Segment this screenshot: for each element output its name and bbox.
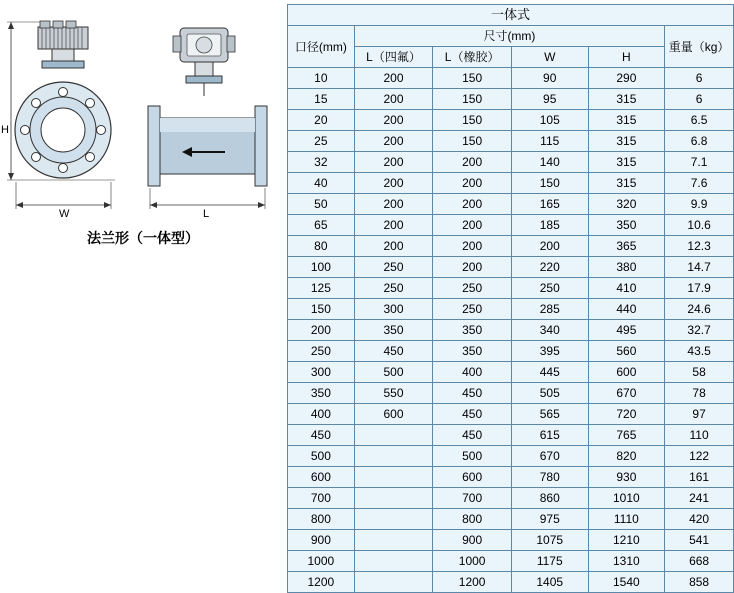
cell-length-rubber: 200: [433, 152, 512, 173]
cell-diameter: 15: [288, 89, 355, 110]
cell-height: 1010: [588, 488, 665, 509]
cell-diameter: 450: [288, 425, 355, 446]
flange-face-view: [15, 82, 111, 178]
cell-weight: 6: [665, 89, 734, 110]
cell-weight: 7.6: [665, 173, 734, 194]
cell-weight: 6.8: [665, 131, 734, 152]
cell-weight: 7.1: [665, 152, 734, 173]
cell-diameter: 10: [288, 68, 355, 89]
cell-height: 410: [588, 278, 665, 299]
cell-diameter: 50: [288, 194, 355, 215]
table-title-row: [288, 5, 734, 26]
cell-length-ptfe: [354, 467, 433, 488]
cell-length-rubber: 1000: [433, 551, 512, 572]
dimension-l: [150, 188, 265, 209]
header-length-ptfe: L（四氟）: [354, 47, 433, 68]
cell-length-rubber: 200: [433, 173, 512, 194]
cell-diameter: 1200: [288, 572, 355, 593]
cell-height: 440: [588, 299, 665, 320]
cell-weight: 78: [665, 383, 734, 404]
cell-height: 1110: [588, 509, 665, 530]
cell-width: 1075: [511, 530, 588, 551]
cell-length-ptfe: 200: [354, 215, 433, 236]
cell-weight: 668: [665, 551, 734, 572]
cell-weight: 541: [665, 530, 734, 551]
cell-height: 1540: [588, 572, 665, 593]
dimension-label-w: W: [59, 208, 70, 220]
table-row: [288, 383, 734, 404]
cell-width: 565: [511, 404, 588, 425]
flowmeter-diagram: [0, 0, 286, 552]
cell-length-rubber: 450: [433, 383, 512, 404]
table-row: [288, 110, 734, 131]
cell-length-ptfe: [354, 572, 433, 593]
diagram-caption: 法兰形（一体型）: [87, 231, 199, 247]
cell-length-ptfe: 200: [354, 194, 433, 215]
table-row: [288, 425, 734, 446]
cell-length-ptfe: [354, 446, 433, 467]
cell-length-rubber: 900: [433, 530, 512, 551]
cell-length-ptfe: 550: [354, 383, 433, 404]
table-row: [288, 215, 734, 236]
cell-height: 560: [588, 341, 665, 362]
cell-height: 315: [588, 152, 665, 173]
table-row: [288, 488, 734, 509]
cell-weight: 122: [665, 446, 734, 467]
cell-width: 150: [511, 173, 588, 194]
cell-length-ptfe: 500: [354, 362, 433, 383]
cell-width: 615: [511, 425, 588, 446]
cell-weight: 24.6: [665, 299, 734, 320]
cell-weight: 43.5: [665, 341, 734, 362]
cell-height: 670: [588, 383, 665, 404]
cell-weight: 9.9: [665, 194, 734, 215]
cell-diameter: 80: [288, 236, 355, 257]
table-title: 一体式: [288, 5, 734, 26]
table-row: [288, 509, 734, 530]
cell-height: 930: [588, 467, 665, 488]
cell-length-rubber: 800: [433, 509, 512, 530]
cell-weight: 6: [665, 68, 734, 89]
header-height: H: [588, 47, 665, 68]
table-row: [288, 278, 734, 299]
cell-diameter: 25: [288, 131, 355, 152]
cell-weight: 420: [665, 509, 734, 530]
cell-width: 860: [511, 488, 588, 509]
cell-length-ptfe: 600: [354, 404, 433, 425]
cell-diameter: 100: [288, 257, 355, 278]
cell-height: 365: [588, 236, 665, 257]
cell-width: 220: [511, 257, 588, 278]
table-row: [288, 173, 734, 194]
cell-length-ptfe: [354, 551, 433, 572]
cell-diameter: 200: [288, 320, 355, 341]
cell-length-rubber: 600: [433, 467, 512, 488]
table-row: [288, 551, 734, 572]
cell-diameter: 65: [288, 215, 355, 236]
cell-weight: 12.3: [665, 236, 734, 257]
cell-height: 315: [588, 173, 665, 194]
cell-width: 200: [511, 236, 588, 257]
cell-diameter: 900: [288, 530, 355, 551]
cell-width: 445: [511, 362, 588, 383]
table-row: [288, 299, 734, 320]
cell-length-rubber: 700: [433, 488, 512, 509]
cell-width: 95: [511, 89, 588, 110]
cell-width: 140: [511, 152, 588, 173]
cell-length-ptfe: [354, 488, 433, 509]
cell-height: 320: [588, 194, 665, 215]
header-width: W: [511, 47, 588, 68]
cell-height: 820: [588, 446, 665, 467]
cell-diameter: 800: [288, 509, 355, 530]
cell-length-rubber: 150: [433, 68, 512, 89]
cell-width: 105: [511, 110, 588, 131]
spec-table: [287, 4, 734, 593]
cell-length-ptfe: 200: [354, 173, 433, 194]
cell-height: 315: [588, 89, 665, 110]
dimension-label-l: L: [203, 208, 210, 220]
cell-length-ptfe: 350: [354, 320, 433, 341]
cell-height: 765: [588, 425, 665, 446]
cell-weight: 241: [665, 488, 734, 509]
table-row: [288, 68, 734, 89]
cell-width: 1175: [511, 551, 588, 572]
cell-diameter: 40: [288, 173, 355, 194]
cell-width: 90: [511, 68, 588, 89]
cell-length-ptfe: [354, 425, 433, 446]
cell-length-rubber: 400: [433, 362, 512, 383]
cell-length-ptfe: 450: [354, 341, 433, 362]
dimension-w: [16, 182, 111, 209]
cell-width: 165: [511, 194, 588, 215]
cell-width: 340: [511, 320, 588, 341]
table-row: [288, 572, 734, 593]
cell-length-ptfe: 200: [354, 152, 433, 173]
header-length-rubber: L（橡胶）: [433, 47, 512, 68]
cell-width: 115: [511, 131, 588, 152]
cell-diameter: 300: [288, 362, 355, 383]
table-row: [288, 194, 734, 215]
cell-length-rubber: 1200: [433, 572, 512, 593]
cell-diameter: 32: [288, 152, 355, 173]
cell-weight: 32.7: [665, 320, 734, 341]
table-head: [288, 5, 734, 68]
cell-length-rubber: 350: [433, 320, 512, 341]
table-row: [288, 446, 734, 467]
converter-side-view: [173, 28, 235, 96]
cell-diameter: 350: [288, 383, 355, 404]
cell-length-ptfe: [354, 530, 433, 551]
cell-width: 285: [511, 299, 588, 320]
table-row: [288, 404, 734, 425]
cell-diameter: 250: [288, 341, 355, 362]
cell-length-ptfe: 200: [354, 89, 433, 110]
cell-height: 1210: [588, 530, 665, 551]
cell-weight: 97: [665, 404, 734, 425]
table-row: [288, 236, 734, 257]
cell-length-rubber: 250: [433, 278, 512, 299]
table-row: [288, 530, 734, 551]
cell-weight: 58: [665, 362, 734, 383]
header-size: 尺寸(mm): [354, 26, 664, 47]
cell-length-rubber: 500: [433, 446, 512, 467]
cell-width: 1405: [511, 572, 588, 593]
cell-length-rubber: 250: [433, 299, 512, 320]
cell-length-rubber: 450: [433, 404, 512, 425]
cell-weight: 858: [665, 572, 734, 593]
cell-length-ptfe: 200: [354, 236, 433, 257]
table-row: [288, 257, 734, 278]
cell-length-ptfe: 200: [354, 131, 433, 152]
cell-height: 495: [588, 320, 665, 341]
cell-width: 780: [511, 467, 588, 488]
cell-diameter: 400: [288, 404, 355, 425]
cell-length-rubber: 200: [433, 257, 512, 278]
cell-diameter: 700: [288, 488, 355, 509]
cell-length-ptfe: 300: [354, 299, 433, 320]
cell-length-rubber: 150: [433, 131, 512, 152]
dimension-label-h: H: [1, 124, 9, 136]
cell-length-rubber: 350: [433, 341, 512, 362]
cell-width: 250: [511, 278, 588, 299]
cell-length-ptfe: 250: [354, 278, 433, 299]
cell-width: 670: [511, 446, 588, 467]
cell-diameter: 600: [288, 467, 355, 488]
table-row: [288, 152, 734, 173]
cell-weight: 6.5: [665, 110, 734, 131]
cell-width: 975: [511, 509, 588, 530]
cell-height: 1310: [588, 551, 665, 572]
cell-width: 185: [511, 215, 588, 236]
table-row: [288, 467, 734, 488]
header-weight: 重量（kg）: [665, 26, 734, 68]
cell-diameter: 1000: [288, 551, 355, 572]
cell-height: 290: [588, 68, 665, 89]
cell-length-rubber: 200: [433, 236, 512, 257]
cell-length-ptfe: 200: [354, 110, 433, 131]
cell-width: 395: [511, 341, 588, 362]
flowmeter-drawing-svg: [0, 0, 286, 240]
cell-length-rubber: 150: [433, 89, 512, 110]
cell-height: 350: [588, 215, 665, 236]
cell-weight: 110: [665, 425, 734, 446]
cell-diameter: 150: [288, 299, 355, 320]
table-row: [288, 341, 734, 362]
meter-body-side-view: [148, 106, 267, 186]
cell-length-rubber: 150: [433, 110, 512, 131]
cell-height: 380: [588, 257, 665, 278]
table-row: [288, 320, 734, 341]
cell-width: 505: [511, 383, 588, 404]
cell-height: 315: [588, 110, 665, 131]
cell-length-rubber: 450: [433, 425, 512, 446]
cell-length-rubber: 200: [433, 215, 512, 236]
cell-length-rubber: 200: [433, 194, 512, 215]
cell-weight: 10.6: [665, 215, 734, 236]
cell-height: 600: [588, 362, 665, 383]
cell-length-ptfe: 200: [354, 68, 433, 89]
cell-weight: 17.9: [665, 278, 734, 299]
table-row: [288, 362, 734, 383]
table-body: [288, 68, 734, 593]
cell-diameter: 500: [288, 446, 355, 467]
table-row: [288, 89, 734, 110]
cell-length-ptfe: [354, 509, 433, 530]
converter-front-view: [38, 21, 88, 68]
cell-height: 720: [588, 404, 665, 425]
header-diameter: 口径(mm): [288, 26, 355, 68]
cell-diameter: 20: [288, 110, 355, 131]
cell-diameter: 125: [288, 278, 355, 299]
table-group-header-row: [288, 26, 734, 47]
table-row: [288, 131, 734, 152]
cell-length-ptfe: 250: [354, 257, 433, 278]
cell-height: 315: [588, 131, 665, 152]
cell-weight: 161: [665, 467, 734, 488]
cell-weight: 14.7: [665, 257, 734, 278]
